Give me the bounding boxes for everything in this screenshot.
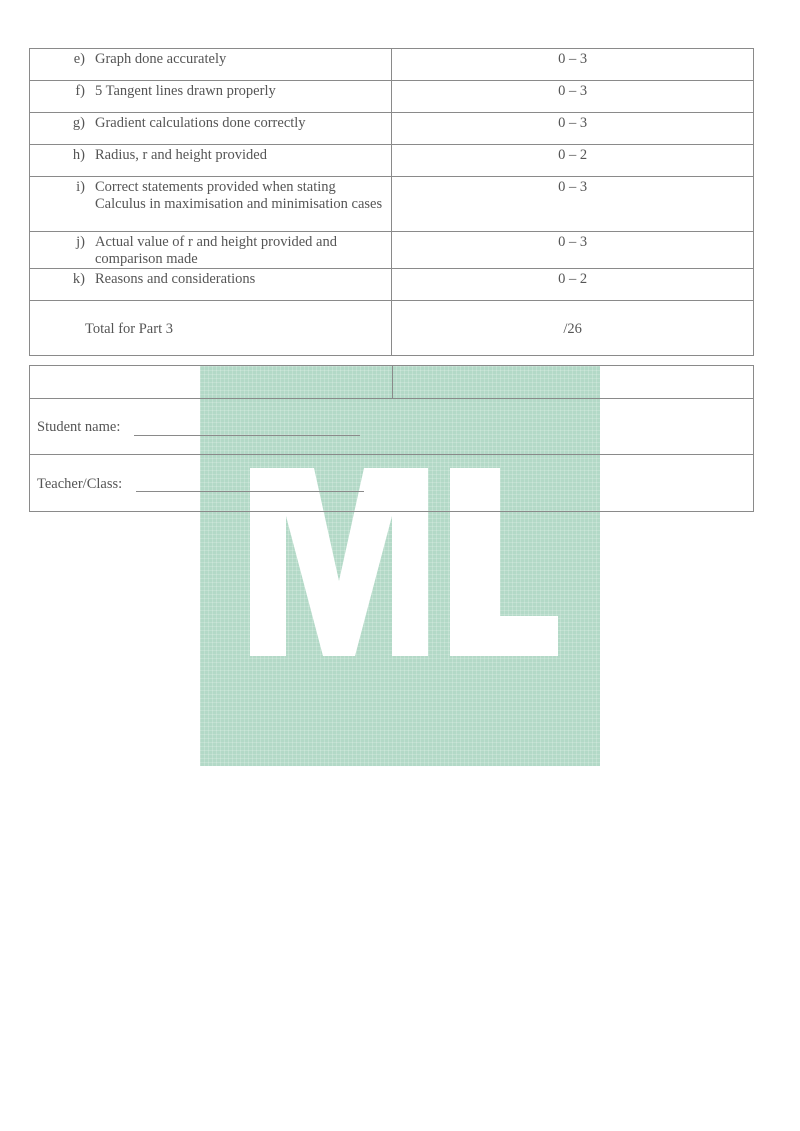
table-row: [30, 269, 754, 301]
marks-range: 0 – 3: [558, 115, 588, 131]
marks-range: 0 – 3: [558, 51, 588, 67]
marks-range: 0 – 3: [558, 234, 588, 250]
total-label-cell: [30, 301, 392, 356]
criterion-letter: h): [72, 147, 85, 163]
table-row: [30, 49, 754, 81]
marks-cell: [392, 177, 754, 232]
total-value: /26: [563, 321, 582, 337]
criterion-text: Gradient calculations done correctly: [95, 115, 306, 131]
student-name-field[interactable]: [134, 435, 360, 436]
student-name-label: Student name:: [37, 419, 121, 435]
criterion-cell: [30, 269, 392, 301]
criterion-letter: j): [76, 234, 85, 250]
criterion-letter: e): [73, 51, 85, 67]
criterion-cell: [30, 232, 392, 269]
total-row: [30, 301, 754, 356]
teacher-class-row: [29, 455, 754, 512]
teacher-class-label: Teacher/Class:: [37, 476, 123, 492]
table-row: [30, 177, 754, 232]
marks-range: 0 – 3: [558, 179, 588, 195]
criterion-letter: i): [76, 179, 85, 195]
criterion-text: 5 Tangent lines drawn properly: [95, 83, 276, 99]
table-row: [30, 232, 754, 269]
marks-range: 0 – 3: [558, 83, 588, 99]
criterion-cell: [30, 49, 392, 81]
empty-row: [29, 365, 754, 399]
marks-cell: [392, 269, 754, 301]
criterion-text: Correct statements provided when stating Calculus in maximisation and minimisation cases: [95, 179, 383, 212]
criterion-letter: k): [72, 271, 85, 287]
marks-cell: [392, 81, 754, 113]
criterion-letter: g): [72, 115, 85, 131]
marks-cell: [392, 113, 754, 145]
marks-cell: [392, 232, 754, 269]
table-row: [30, 145, 754, 177]
marking-rubric-table: [29, 48, 754, 356]
marks-range: 0 – 2: [558, 147, 588, 163]
table-row: [30, 113, 754, 145]
total-value-cell: [392, 301, 754, 356]
teacher-class-field[interactable]: [136, 491, 364, 492]
criterion-cell: [30, 113, 392, 145]
marks-range: 0 – 2: [558, 271, 588, 287]
marks-cell: [392, 49, 754, 81]
criterion-text: Graph done accurately: [95, 51, 227, 67]
criterion-text: Reasons and considerations: [95, 271, 256, 287]
criterion-letter: f): [75, 83, 85, 99]
criterion-cell: [30, 145, 392, 177]
marks-cell: [392, 145, 754, 177]
criterion-cell: [30, 81, 392, 113]
criterion-text: Radius, r and height provided: [95, 147, 267, 163]
total-label: Total for Part 3: [85, 321, 173, 337]
cell-divider: [392, 366, 393, 399]
student-name-row: [29, 398, 754, 455]
criterion-text: Actual value of r and height provided and comparison made: [95, 234, 337, 267]
table-row: [30, 81, 754, 113]
criterion-cell: [30, 177, 392, 232]
